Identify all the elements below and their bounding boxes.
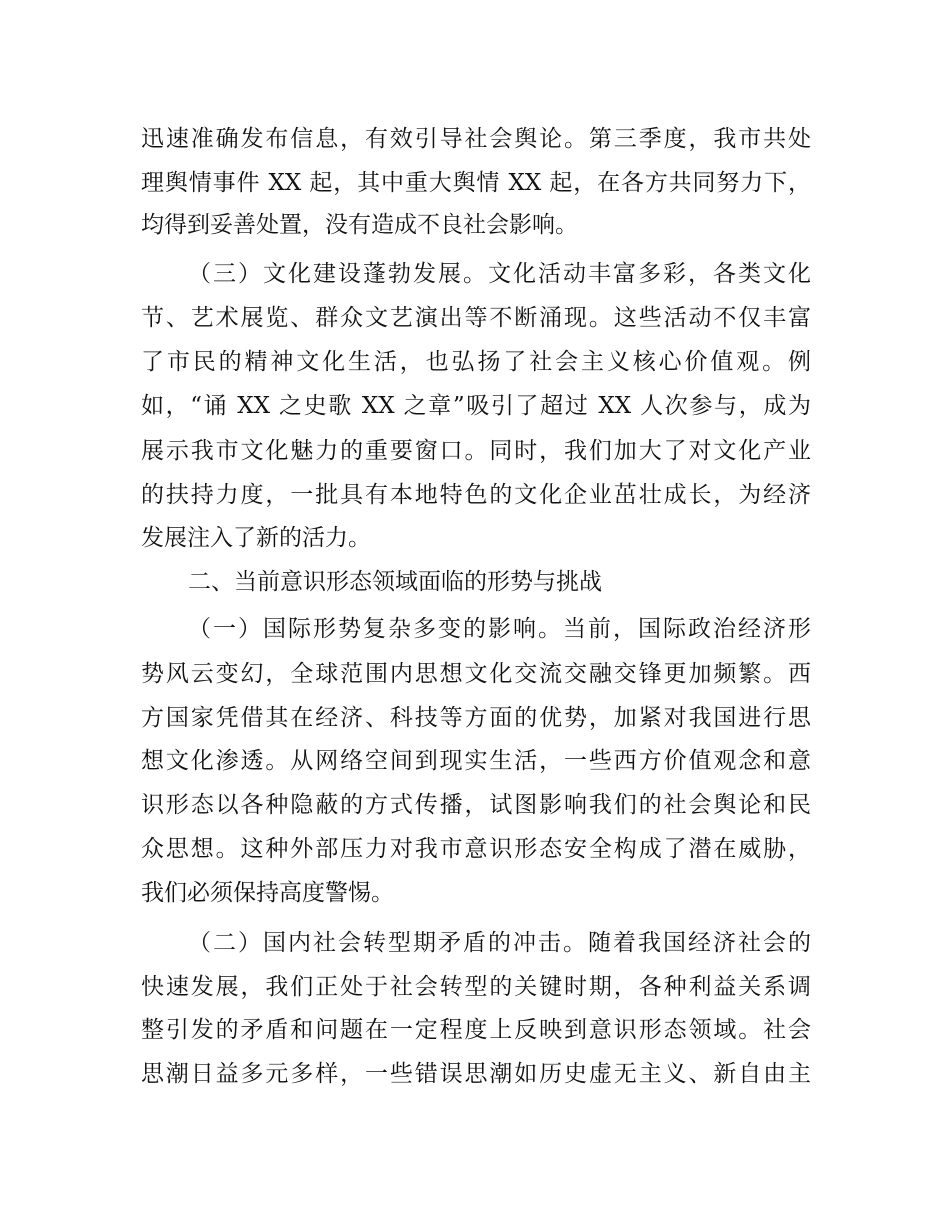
body-text-line: 展示我市文化魅力的重要窗口。同时，我们加大了对文化产业 [141, 438, 811, 464]
section-heading: 二、当前意识形态领域面临的形势与挑战 [188, 569, 602, 595]
body-text-line: 理舆情事件 XX 起，其中重大舆情 XX 起，在各方共同努力下， [141, 170, 811, 196]
body-text-line: 想文化渗透。从网络空间到现实生活，一些西方价值观念和意 [141, 748, 811, 774]
body-text-line: 思潮日益多元多样，一些错误思潮如历史虚无主义、新自由主 [141, 1061, 811, 1087]
body-text-line: 势风云变幻，全球范围内思想文化交流交融交锋更加频繁。西 [141, 661, 811, 687]
body-text-line: 我们必须保持高度警惕。 [141, 880, 394, 906]
body-text-line: （二）国内社会转型期矛盾的冲击。随着我国经济社会的 [188, 930, 811, 956]
body-text-line: 均得到妥善处置，没有造成不良社会影响。 [141, 212, 578, 238]
body-text-line: 了市民的精神文化生活，也弘扬了社会主义核心价值观。例 [141, 349, 811, 375]
body-text-line: 迅速准确发布信息，有效引导社会舆论。第三季度，我市共处 [141, 126, 811, 152]
body-text-line: （一）国际形势复杂多变的影响。当前，国际政治经济形 [188, 616, 811, 642]
body-text-line: 整引发的矛盾和问题在一定程度上反映到意识形态领域。社会 [141, 1017, 811, 1043]
body-text-line: 发展注入了新的活力。 [141, 525, 371, 551]
body-text-line: 方国家凭借其在经济、科技等方面的优势，加紧对我国进行思 [141, 705, 811, 731]
body-text-line: 快速发展，我们正处于社会转型的关键时期，各种利益关系调 [141, 974, 811, 1000]
body-text-line: 识形态以各种隐蔽的方式传播，试图影响我们的社会舆论和民 [141, 792, 811, 818]
body-text-line: 如，“诵 XX 之史歌 XX 之章”吸引了超过 XX 人次参与，成为 [141, 393, 811, 419]
body-text-line: 节、艺术展览、群众文艺演出等不断涌现。这些活动不仅丰富 [141, 305, 811, 331]
body-text-line: （三）文化建设蓬勃发展。文化活动丰富多彩，各类文化 [188, 261, 811, 287]
body-text-line: 的扶持力度，一批具有本地特色的文化企业茁壮成长，为经济 [141, 482, 811, 508]
body-text-line: 众思想。这种外部压力对我市意识形态安全构成了潜在威胁， [141, 836, 811, 862]
